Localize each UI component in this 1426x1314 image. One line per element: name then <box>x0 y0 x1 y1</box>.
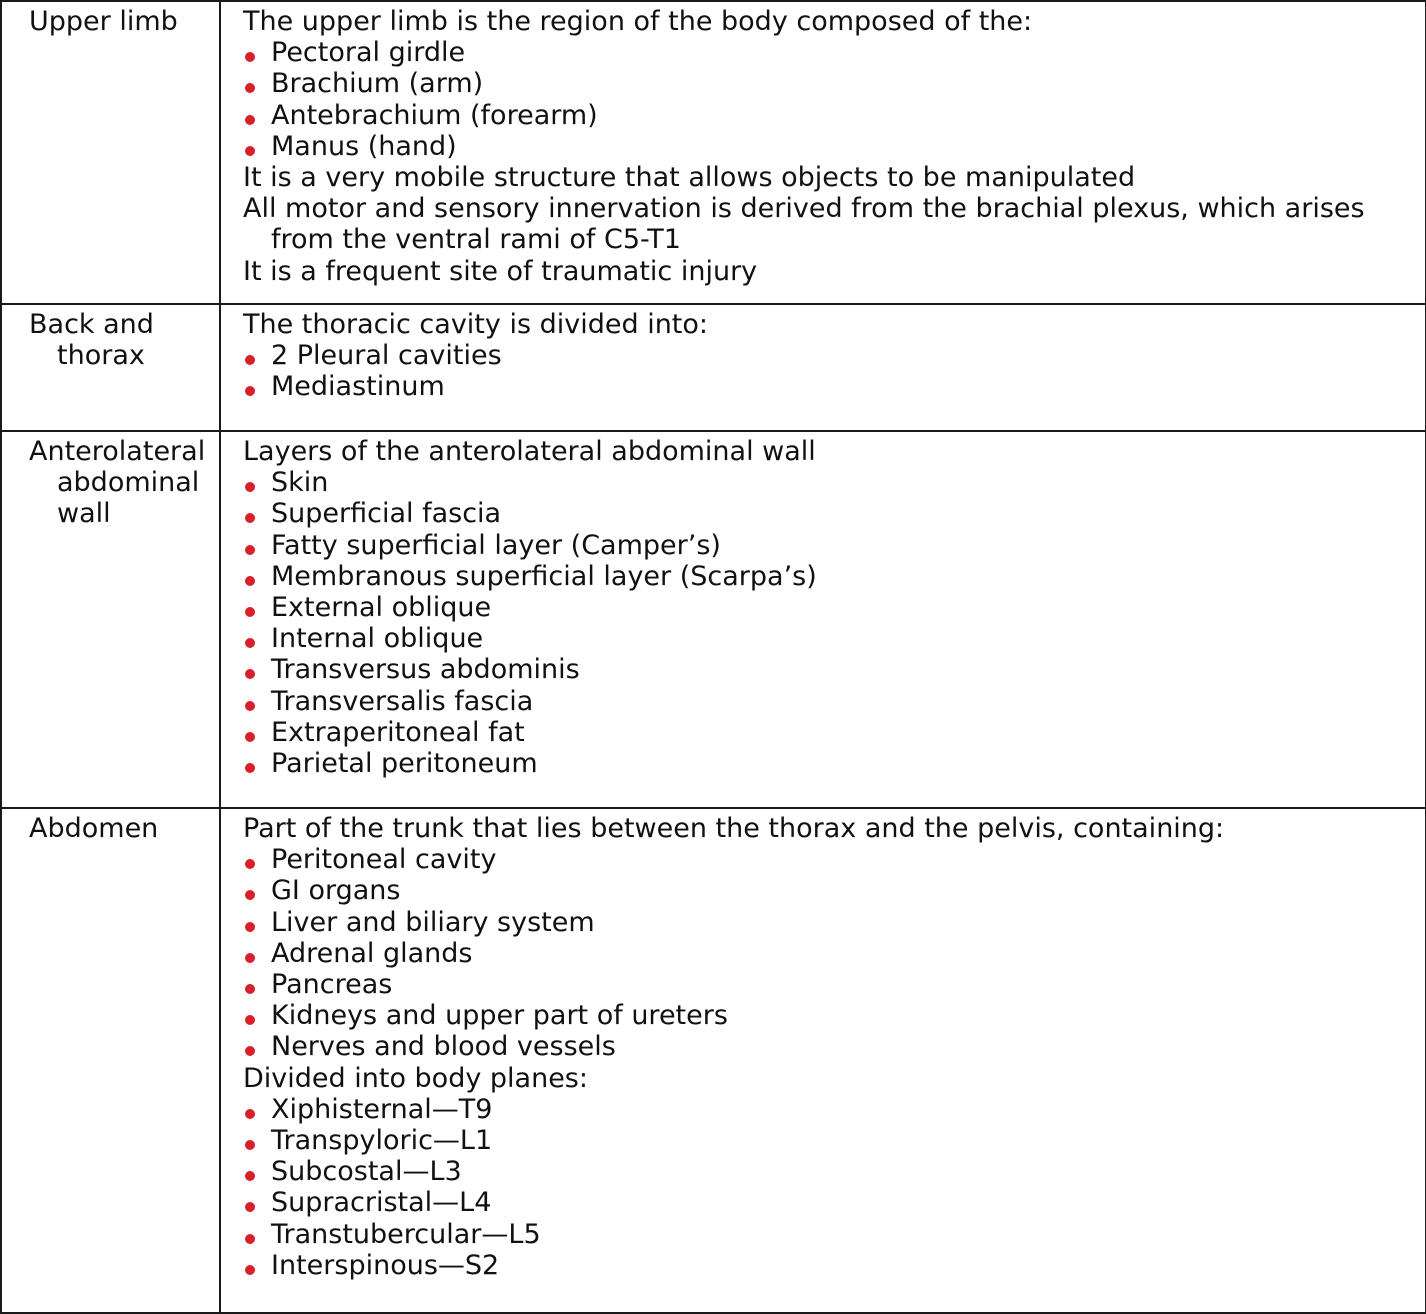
list-item <box>243 654 1415 685</box>
description-text: The thoracic cavity is divided into: <box>243 309 709 340</box>
bullet-icon <box>245 669 255 679</box>
list-item <box>243 131 1415 162</box>
bullet-icon <box>245 607 255 617</box>
list-item <box>243 340 1415 371</box>
list-item-text: Peritoneal cavity <box>271 844 497 876</box>
list-item <box>243 530 1415 561</box>
list-item <box>243 875 1415 906</box>
description-text: Layers of the anterolateral abdominal wall <box>243 436 816 467</box>
list-item-text: Interspinous—S2 <box>271 1249 500 1281</box>
list-item <box>243 969 1415 1000</box>
row-abdomen <box>1 808 1426 1313</box>
list-item-text: Membranous superficial layer (Scarpa’s) <box>271 560 817 592</box>
bullet-icon <box>245 984 255 994</box>
list-item <box>243 1219 1415 1250</box>
region-description-cell <box>220 431 1426 808</box>
list-item <box>243 1031 1415 1062</box>
list-item-text: GI organs <box>271 875 401 907</box>
description-text: All motor and sensory innervation is derived from the brachial plexus, which arises <box>243 193 1365 225</box>
bullet-icon <box>245 701 255 711</box>
list-item-text: Pancreas <box>271 969 393 1001</box>
bullet-icon <box>245 732 255 742</box>
list-item-text: Fatty superficial layer (Camper’s) <box>271 529 721 561</box>
row-upper-limb <box>1 1 1426 304</box>
list-item-text: Transpyloric—L1 <box>271 1125 493 1157</box>
list-item <box>243 907 1415 938</box>
list-item-text: Supracristal—L4 <box>271 1187 492 1219</box>
list-item-text: Transtubercular—L5 <box>271 1218 541 1250</box>
list-item <box>243 68 1415 99</box>
bullet-icon <box>245 1109 255 1119</box>
region-label-cell <box>1 304 220 431</box>
bullet-icon <box>245 953 255 963</box>
region-label-line: Abdomen <box>29 813 159 844</box>
row-back-and-thorax <box>1 304 1426 431</box>
bullet-icon <box>245 83 255 93</box>
region-label-line: wall <box>57 498 111 529</box>
list-item <box>243 498 1415 529</box>
list-item <box>243 1250 1415 1281</box>
list-item-text: Kidneys and upper part of ureters <box>271 1000 728 1032</box>
bullet-icon <box>245 859 255 869</box>
bullet-icon <box>245 1046 255 1056</box>
list-item-text: Internal oblique <box>271 623 484 655</box>
bullet-icon <box>245 576 255 586</box>
list-item-text: Skin <box>271 467 329 499</box>
region-label-line: Anterolateral <box>29 436 206 467</box>
list-item <box>243 1156 1415 1187</box>
bullet-icon <box>245 1234 255 1244</box>
table-body <box>1 1 1426 1313</box>
description-text: Part of the trunk that lies between the thorax and the pelvis, containing: <box>243 813 1225 844</box>
list-item-text: Superficial fascia <box>271 498 502 530</box>
region-label-cell <box>1 1 220 304</box>
list-item-text: Adrenal glands <box>271 937 473 969</box>
list-item-text: Pectoral girdle <box>271 37 466 69</box>
region-description-cell <box>220 1 1426 304</box>
description-text: It is a frequent site of traumatic injury <box>243 255 758 287</box>
region-label-line: Back and <box>29 309 154 340</box>
list-item-text: Transversus abdominis <box>271 654 580 686</box>
list-item <box>243 1000 1415 1031</box>
list-item <box>243 467 1415 498</box>
bullet-icon <box>245 1265 255 1275</box>
list-item <box>243 686 1415 717</box>
bullet-icon <box>245 1140 255 1150</box>
list-item <box>243 1187 1415 1218</box>
bullet-icon <box>245 115 255 125</box>
list-item-text: 2 Pleural cavities <box>271 340 502 372</box>
bullet-icon <box>245 513 255 523</box>
bullet-icon <box>245 482 255 492</box>
list-item-text: Manus (hand) <box>271 130 457 162</box>
bullet-icon <box>245 922 255 932</box>
row-anterolateral-abdominal-wall <box>1 431 1426 808</box>
list-item-text: Transversalis fascia <box>271 685 534 717</box>
region-label-line: abdominal <box>57 467 200 498</box>
bullet-icon <box>245 763 255 773</box>
list-item <box>243 561 1415 592</box>
list-item-text: Extraperitoneal fat <box>271 716 525 748</box>
description-text: The upper limb is the region of the body composed of the: <box>243 6 1033 37</box>
list-item <box>243 1094 1415 1125</box>
bullet-icon <box>245 638 255 648</box>
region-description-cell <box>220 304 1426 431</box>
bullet-icon <box>245 355 255 365</box>
description-text: Divided into body planes: <box>243 1062 588 1094</box>
list-item <box>243 371 1415 402</box>
region-description-cell <box>220 808 1426 1313</box>
list-item <box>243 100 1415 131</box>
list-item <box>243 717 1415 748</box>
list-item-text: Nerves and blood vessels <box>271 1031 616 1063</box>
list-item-text: Parietal peritoneum <box>271 748 538 780</box>
list-item <box>243 1125 1415 1156</box>
list-item-text: Xiphisternal—T9 <box>271 1093 493 1125</box>
bullet-icon <box>245 1015 255 1025</box>
bullet-icon <box>245 386 255 396</box>
bullet-icon <box>245 52 255 62</box>
region-label-cell <box>1 808 220 1313</box>
list-item <box>243 938 1415 969</box>
list-item-text: External oblique <box>271 592 492 624</box>
region-label-line: thorax <box>57 340 145 371</box>
description-text: It is a very mobile structure that allows objects to be manipulated <box>243 162 1136 194</box>
bullet-icon <box>245 1171 255 1181</box>
bullet-icon <box>245 146 255 156</box>
bullet-icon <box>245 1202 255 1212</box>
list-item <box>243 748 1415 779</box>
list-item-text: Brachium (arm) <box>271 68 484 100</box>
list-item-text: Subcostal—L3 <box>271 1156 462 1188</box>
list-item-text: Antebrachium (forearm) <box>271 99 598 131</box>
list-item <box>243 623 1415 654</box>
list-item <box>243 844 1415 875</box>
list-item-text: Mediastinum <box>271 371 445 403</box>
description-continuation: from the ventral rami of C5-T1 <box>271 224 681 256</box>
list-item <box>243 592 1415 623</box>
list-item <box>243 37 1415 68</box>
bullet-icon <box>245 545 255 555</box>
region-label-line: Upper limb <box>29 6 178 37</box>
bullet-icon <box>245 890 255 900</box>
region-label-cell <box>1 431 220 808</box>
list-item-text: Liver and biliary system <box>271 906 595 938</box>
